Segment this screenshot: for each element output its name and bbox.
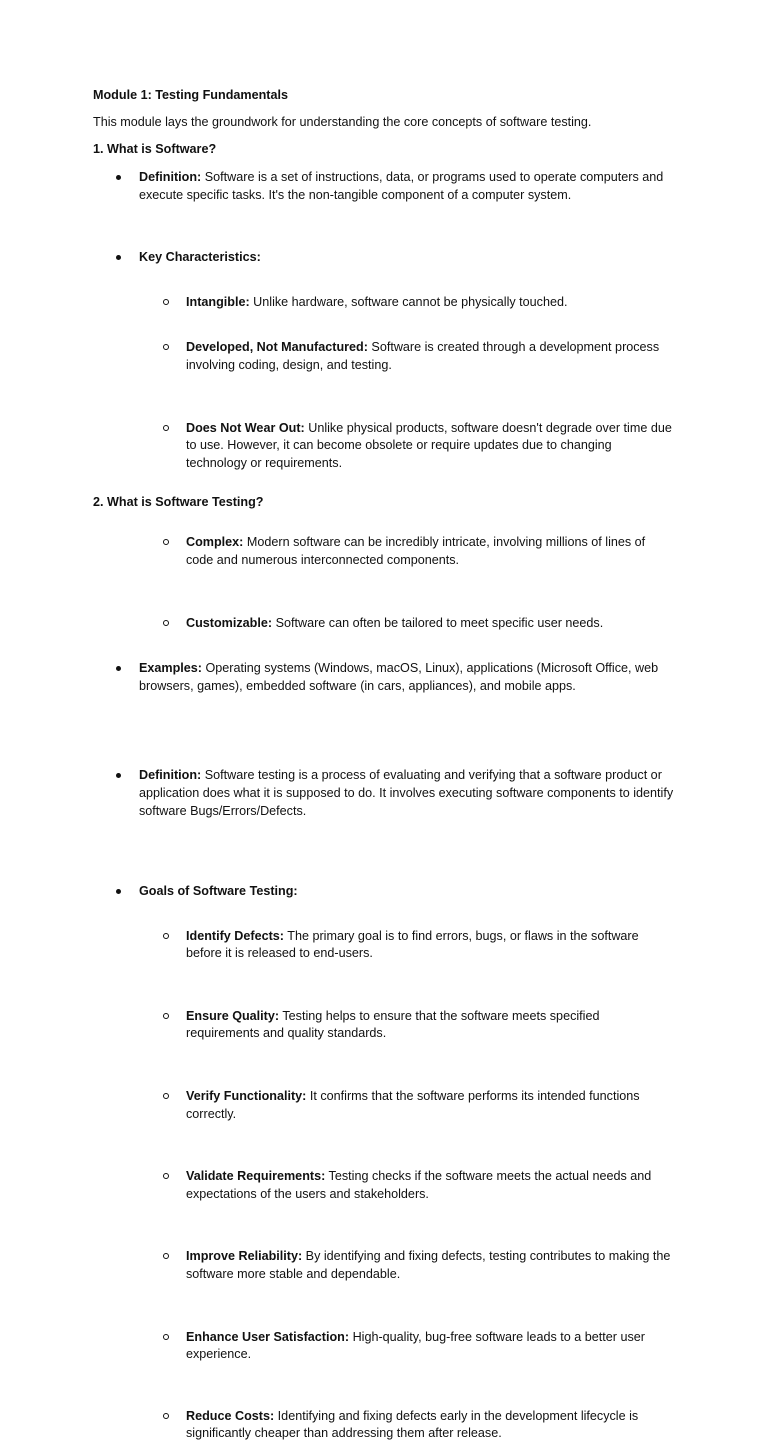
sub-item-validate-requirements — [0, 1168, 768, 1203]
item-text: It confirms that the software performs its intended functions correctly. — [186, 1089, 640, 1121]
circle-bullet-icon — [163, 620, 169, 626]
section-1-heading: 1. What is Software? — [93, 142, 217, 156]
item-text: High-quality, bug-free software leads to a better user experience. — [186, 1329, 645, 1362]
item-label: Examples: — [139, 661, 202, 676]
sub-item-does-not-wear-out — [0, 420, 768, 473]
circle-bullet-icon — [163, 539, 169, 545]
section-2-heading: 2. What is Software Testing? — [93, 495, 264, 509]
item-text: Software can often be tailored to meet specific user needs. — [272, 615, 604, 630]
sub-item-enhance-user-satisfaction — [0, 1329, 768, 1364]
item-label: Does Not Wear Out: — [186, 420, 305, 435]
sub-item-reduce-costs — [0, 1408, 768, 1443]
item-label: Enhance User Satisfaction: — [186, 1329, 350, 1344]
sub-item-verify-functionality — [0, 1088, 768, 1123]
list-item-testing-definition — [0, 767, 768, 820]
sub-item-intangible — [0, 294, 768, 312]
item-text: Software is created through a development process involving coding, design, and testing. — [186, 340, 660, 372]
bullet-icon — [116, 175, 121, 180]
list-item-examples — [0, 660, 768, 695]
item-text: Testing checks if the software meets the actual needs and expectations of the users and stakeholders. — [186, 1169, 652, 1201]
item-label: Verify Functionality: — [186, 1089, 307, 1104]
list-item-key-characteristics — [0, 249, 768, 267]
item-label: Complex: — [186, 535, 244, 550]
circle-bullet-icon — [163, 1253, 169, 1259]
circle-bullet-icon — [163, 425, 169, 431]
item-text: Modern software can be incredibly intricate, involving millions of lines of code and numerous interconnected components. — [186, 535, 646, 567]
item-label: Improve Reliability: — [186, 1249, 303, 1264]
sub-item-identify-defects — [0, 928, 768, 963]
circle-bullet-icon — [163, 1013, 169, 1019]
document-title: Module 1: Testing Fundamentals — [93, 88, 288, 102]
item-text: Operating systems (Windows, macOS, Linux), applications (Microsoft Office, web browsers, games), embedded software (in cars, appliances), and mobile apps. — [139, 661, 659, 693]
item-label: Goals of Software Testing: — [139, 884, 298, 899]
item-text: By identifying and fixing defects, testing contributes to making the software more stable and dependable. — [186, 1249, 671, 1282]
intro-paragraph: This module lays the groundwork for understanding the core concepts of software testing. — [93, 115, 592, 129]
bullet-icon — [116, 255, 121, 260]
item-label: Identify Defects: — [186, 928, 284, 943]
item-label: Key Characteristics: — [139, 250, 261, 265]
circle-bullet-icon — [163, 344, 169, 350]
section-2-heading-block — [0, 494, 768, 512]
item-label: Definition: — [139, 768, 202, 783]
circle-bullet-icon — [163, 1093, 169, 1099]
item-label: Ensure Quality: — [186, 1008, 280, 1023]
item-text: Unlike hardware, software cannot be physically touched. — [249, 294, 568, 309]
item-text: The primary goal is to find errors, bugs, or flaws in the software before it is released to end-users. — [186, 928, 639, 961]
item-label: Reduce Costs: — [186, 1408, 275, 1423]
section-1-heading-block — [0, 141, 768, 159]
list-item-software-definition — [0, 169, 768, 204]
intro-block — [0, 114, 768, 132]
bullet-icon — [116, 773, 121, 778]
bullet-icon — [116, 889, 121, 894]
circle-bullet-icon — [163, 1173, 169, 1179]
item-text: Testing helps to ensure that the software meets specified requirements and quality standards. — [186, 1008, 600, 1041]
item-label: Developed, Not Manufactured: — [186, 340, 368, 355]
sub-item-improve-reliability — [0, 1248, 768, 1283]
bullet-icon — [116, 666, 121, 671]
circle-bullet-icon — [163, 299, 169, 305]
sub-item-complex — [0, 534, 768, 569]
item-text: Software testing is a process of evaluating and verifying that a software product or application does what it is supposed to do. It involves executing software components to identify software Bugs/Errors/Defects. — [139, 768, 674, 818]
circle-bullet-icon — [163, 1334, 169, 1340]
item-text: Software is a set of instructions, data, or programs used to operate computers and execute specific tasks. It's the non-tangible component of a computer system. — [139, 170, 664, 202]
item-label: Definition: — [139, 170, 202, 184]
item-label: Validate Requirements: — [186, 1169, 326, 1184]
document-title-block — [0, 87, 768, 105]
sub-item-customizable — [0, 615, 768, 633]
list-item-goals — [0, 883, 768, 901]
item-label: Customizable: — [186, 615, 273, 630]
circle-bullet-icon — [163, 933, 169, 939]
sub-item-ensure-quality — [0, 1008, 768, 1043]
circle-bullet-icon — [163, 1413, 169, 1419]
sub-item-developed — [0, 339, 768, 374]
item-label: Intangible: — [186, 294, 250, 309]
item-text: Unlike physical products, software doesn't degrade over time due to use. However, it can become obsolete or require updates due to changing technology or requirements. — [186, 420, 672, 470]
item-text: Identifying and fixing defects early in the development lifecycle is significantly cheaper than addressing them after release. — [186, 1408, 639, 1441]
